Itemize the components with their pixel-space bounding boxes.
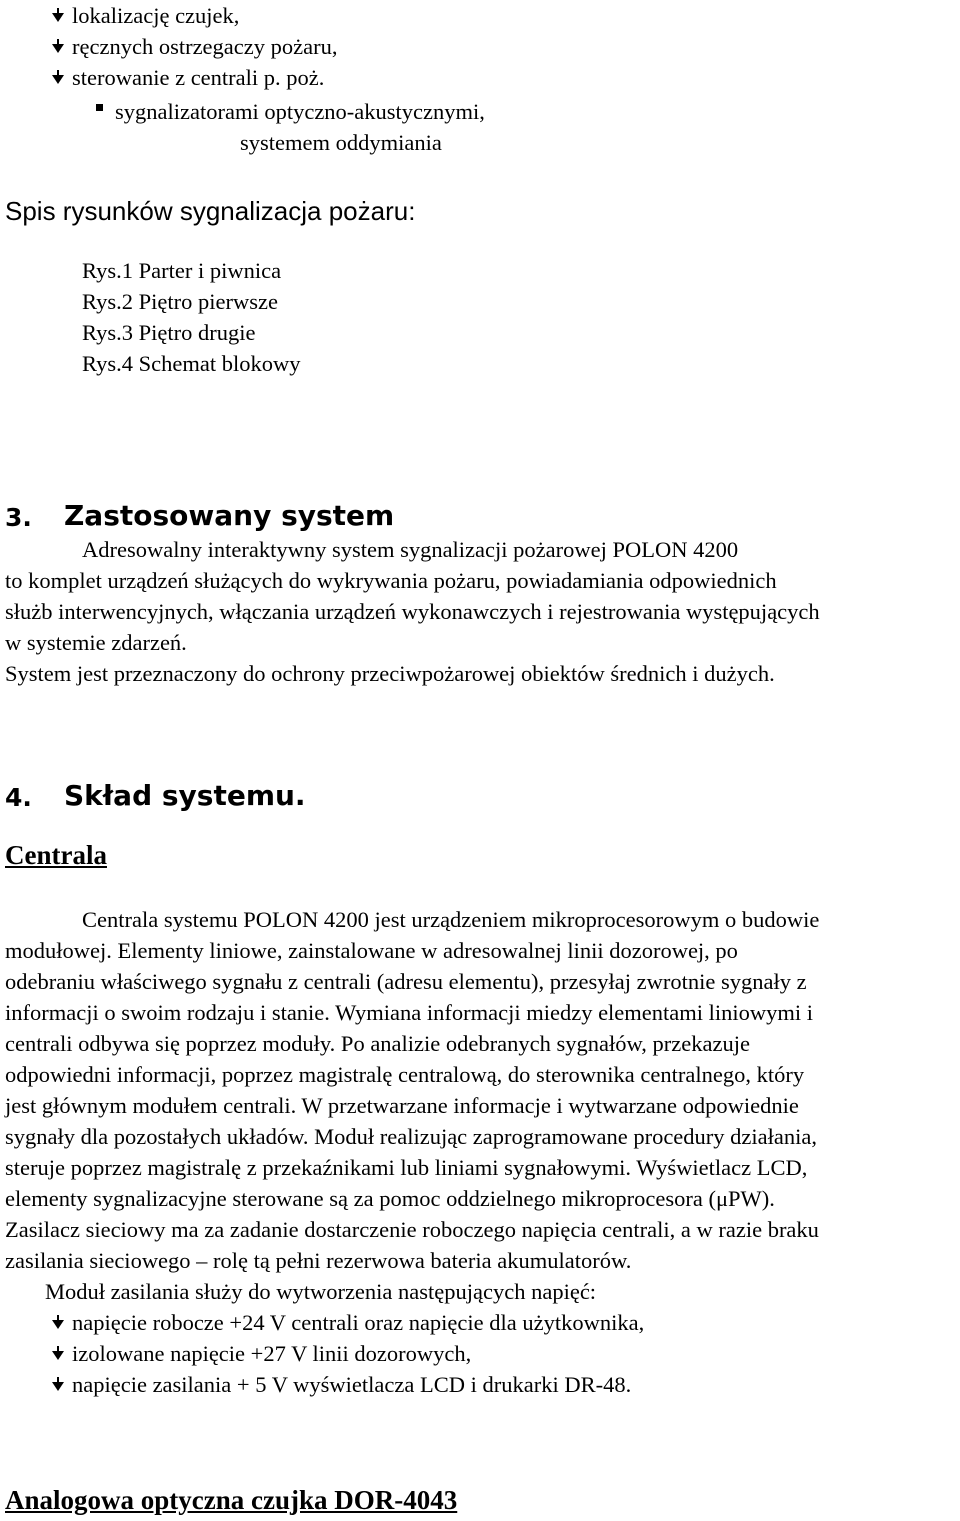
section-title: Zastosowany system xyxy=(64,499,395,532)
paragraph-line: w systemie zdarzeń. xyxy=(5,630,187,655)
arrow-bullet-icon xyxy=(52,75,64,84)
bottom-heading: Analogowa optyczna czujka DOR-4043 xyxy=(5,1485,458,1515)
paragraph-line: odebraniu właściwego sygnału z centrali (adresu elementu), przesyłaj zwrotnie sygnały z xyxy=(5,969,807,994)
paragraph-line: odpowiedni informacji, poprzez magistralę centralową, do sterownika centralnego, który xyxy=(5,1062,805,1087)
list-item: napięcie robocze +24 V centrali oraz napięcie dla użytkownika, xyxy=(72,1310,645,1335)
spis-heading: Spis rysunków sygnalizacja pożaru: xyxy=(5,196,416,226)
sub-list-item-continuation: systemem oddymiania xyxy=(240,130,442,155)
figure-item: Rys.3 Piętro drugie xyxy=(82,320,256,345)
list-item: lokalizację czujek, xyxy=(72,3,240,28)
section-number: 4. xyxy=(5,783,32,812)
section-title: Skład systemu. xyxy=(64,779,306,812)
subheading-centrala: Centrala xyxy=(5,840,107,870)
figure-item: Rys.1 Parter i piwnica xyxy=(82,258,282,283)
paragraph-line: steruje poprzez magistralę z przekaźnikami lub liniami sygnałowymi. Wyświetlacz LCD, xyxy=(5,1155,808,1180)
paragraph-line: modułowej. Elementy liniowe, zainstalowane w adresowalnej linii dozorowej, po xyxy=(5,938,738,963)
section-number: 3. xyxy=(5,503,32,532)
arrow-bullet-icon xyxy=(52,1320,64,1329)
list-item: napięcie zasilania + 5 V wyświetlacza LCD i drukarki DR-48. xyxy=(72,1372,632,1397)
arrow-bullet-icon xyxy=(52,1382,64,1391)
paragraph-line: System jest przeznaczony do ochrony przeciwpożarowej obiektów średnich i dużych. xyxy=(5,661,775,686)
list-item: izolowane napięcie +27 V linii dozorowych, xyxy=(72,1341,472,1366)
list-item: sterowanie z centrali p. poż. xyxy=(72,65,325,90)
arrow-bullet-icon xyxy=(52,44,64,53)
square-bullet-icon xyxy=(96,104,103,111)
figure-item: Rys.2 Piętro pierwsze xyxy=(82,289,278,314)
paragraph-line: zasilania sieciowego – rolę tą pełni rezerwowa bateria akumulatorów. xyxy=(5,1248,632,1273)
paragraph-line: centrali odbywa się poprzez moduły. Po analizie odebranych sygnałów, przekazuje xyxy=(5,1031,750,1056)
paragraph-line: sygnały dla pozostałych układów. Moduł realizując zaprogramowane procedury działania, xyxy=(5,1124,817,1149)
paragraph-line: to komplet urządzeń służących do wykrywania pożaru, powiadamiania odpowiednich xyxy=(5,568,777,593)
arrow-bullet-icon xyxy=(52,13,64,22)
paragraph-line: Zasilacz sieciowy ma za zadanie dostarczenie roboczego napięcia centrali, a w razie braku xyxy=(5,1217,819,1242)
paragraph-line: Moduł zasilania służy do wytworzenia następujących napięć: xyxy=(45,1279,597,1304)
paragraph-line: informacji o swoim rodzaju i stanie. Wymiana informacji miedzy elementami liniowymi i xyxy=(5,1000,814,1025)
arrow-bullet-icon xyxy=(52,1351,64,1360)
paragraph-line: Centrala systemu POLON 4200 jest urządzeniem mikroprocesorowym o budowie xyxy=(82,907,820,932)
figure-item: Rys.4 Schemat blokowy xyxy=(82,351,301,376)
paragraph-line: służb interwencyjnych, włączania urządzeń wykonawczych i rejestrowania występujących xyxy=(5,599,820,624)
list-item: ręcznych ostrzegaczy pożaru, xyxy=(72,34,338,59)
sub-list-item: sygnalizatorami optyczno-akustycznymi, xyxy=(115,99,485,124)
paragraph-line: jest głównym modułem centrali. W przetwarzane informacje i wytwarzane odpowiednie xyxy=(5,1093,799,1118)
paragraph-line: elementy sygnalizacyjne sterowane są za pomoc oddzielnego mikroprocesora (μPW). xyxy=(5,1186,775,1211)
paragraph-line: Adresowalny interaktywny system sygnalizacji pożarowej POLON 4200 xyxy=(82,537,739,562)
